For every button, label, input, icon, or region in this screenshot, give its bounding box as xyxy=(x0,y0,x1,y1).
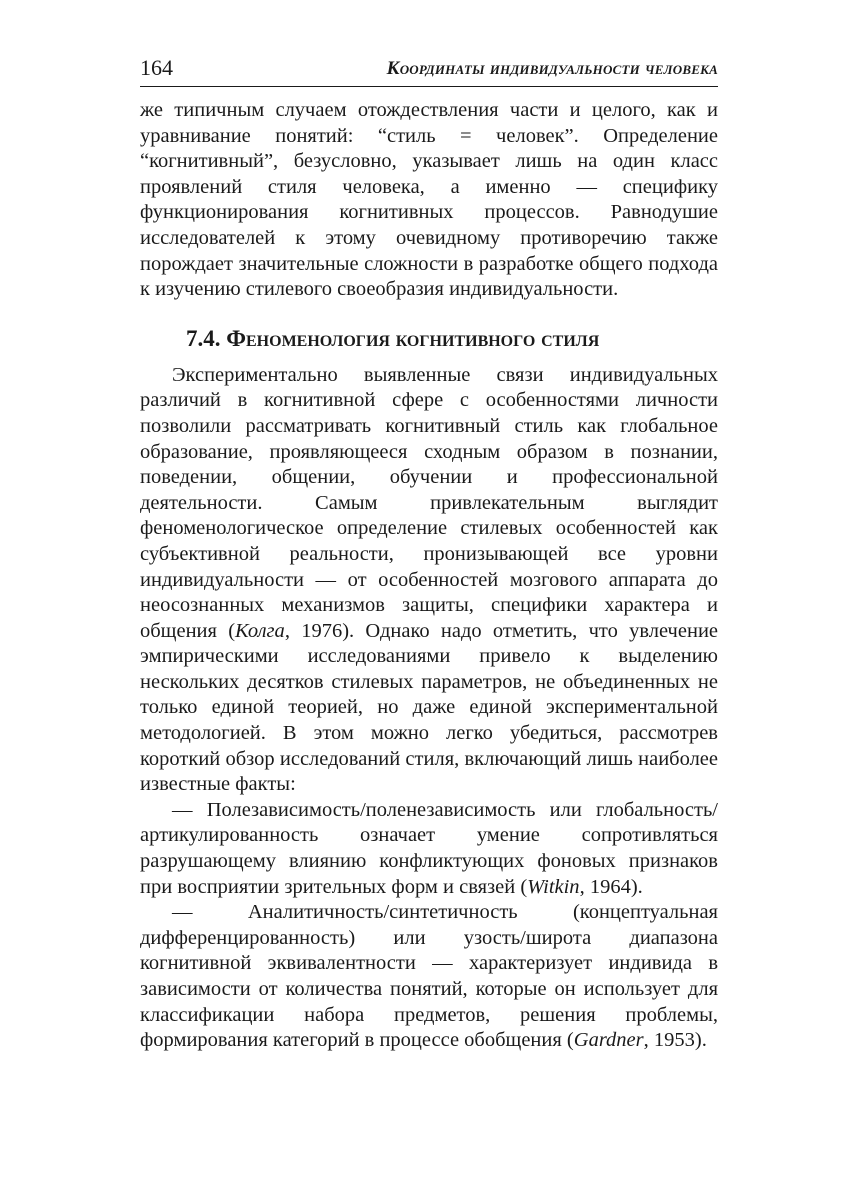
citation-author: Gardner xyxy=(573,1029,644,1052)
paragraph-text-b: , 1976). Однако надо отметить, что увлечение эмпирическими исследованиями привело к выделению нескольких десятков стилевых параметров, не объединенных не только единой теорией, но даже единой экспериментальной методологией. В этом можно легко убедиться, рассмотрев короткий обзор исследований стиля, включающий лишь наиболее известные факты: xyxy=(140,619,719,796)
paragraph-text-a: Экспериментально выявленные связи индивидуальных различий в когнитивной сфере с особенностями личности позволили рассматривать когнитивный стиль как глобальное образование, проявляющееся сходным образом в познании, поведении, общении, обучении и профессиональной деятельности. Самым привлекательным выглядит феноменологическое определение стилевых особенностей как субъективной реальности, пронизывающей все уровни индивидуальности — от особенностей мозгового аппарата до неосознанных механизмов защиты, специфики характера и общения ( xyxy=(140,363,718,642)
section-heading xyxy=(186,325,718,353)
list-item-field-dependence xyxy=(140,798,718,900)
list-item-text-b: , 1953). xyxy=(643,1029,707,1052)
citation-author: Колга xyxy=(235,619,285,642)
list-item-text-a: — Полезависимость/поленезависимость или глобальность/артикулированность означает умение сопротивляться разрушающему влиянию конфликтующих фоновых признаков при восприятии зрительных форм и связей ( xyxy=(140,798,718,898)
list-item-text-b: , 1964). xyxy=(579,875,643,898)
running-title: Координаты индивидуальности человека xyxy=(386,58,718,79)
section-number: 7.4. xyxy=(186,325,221,351)
citation-author: Witkin xyxy=(527,875,580,898)
paragraph-cognitive-style xyxy=(140,363,718,798)
section-title: Феноменология когнитивного стиля xyxy=(226,325,600,351)
page-body xyxy=(140,98,718,1054)
book-page xyxy=(140,52,718,1054)
paragraph-continued: же типичным случаем отождествления части и целого, как и уравнивание понятий: “стиль = человек”. Определение “когнитивный”, безусловно, указывает лишь на один класс проявлений стиля человека, а именно — специфику функционирования когнитивных процессов. Равнодушие исследователей к этому очевидному противоречию также порождает значительные сложности в разработке общего подхода к изучению стилевого своеобразия индивидуальности. xyxy=(140,99,718,301)
list-item-text-a: — Аналитичность/синтетичность (концептуальная дифференцированность) или узость/широта диапазона когнитивной эквивалентности — характеризует индивида в зависимости от количества понятий, которые он использует для классификации набора предметов, решения проблемы, формирования категорий в процессе обобщения ( xyxy=(140,901,718,1052)
page-number: 164 xyxy=(140,55,173,80)
list-item-analyticity xyxy=(140,900,718,1054)
running-header xyxy=(140,52,718,87)
